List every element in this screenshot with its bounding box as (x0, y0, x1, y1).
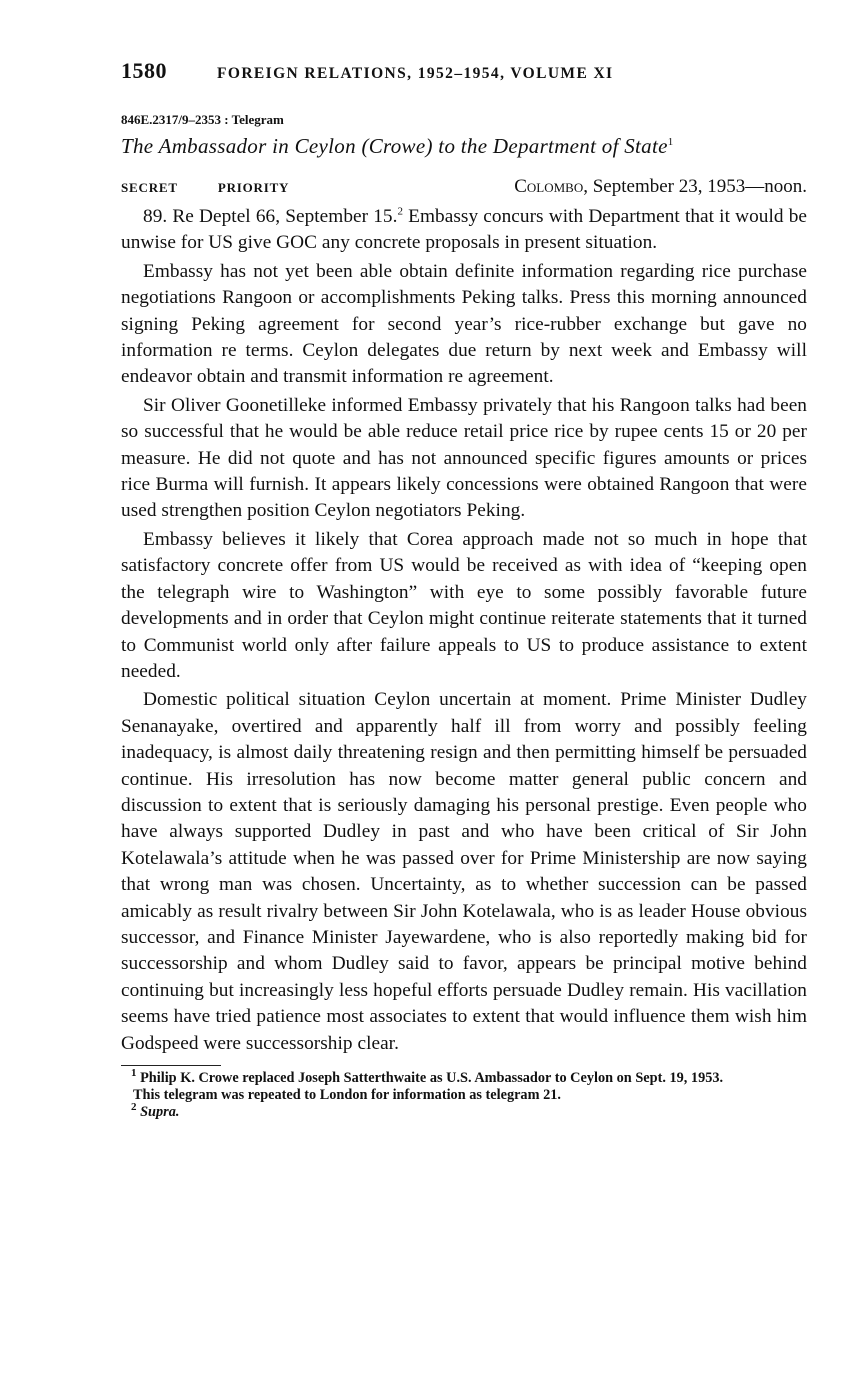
place: Colombo, (514, 176, 588, 197)
running-title: FOREIGN RELATIONS, 1952–1954, VOLUME XI (217, 65, 614, 82)
classification-label: SECRET (121, 180, 178, 195)
footnotes (121, 1065, 807, 1121)
page-number: 1580 (121, 58, 167, 83)
telegram-body (121, 204, 807, 1057)
footnote-2-mark: 2 (131, 1101, 137, 1114)
paragraph-2: Embassy has not yet been able obtain definite information regarding rice purchase negotiations Rangoon or accomplishments Peking talks. Press this morning announced signing Peking agreement for second year’s rice-rubber exchange but gave no information re terms. Ceylon delegates due return by next week and Embassy will endeavor obtain and transmit information re agreement. (121, 260, 807, 388)
document-title (121, 134, 807, 168)
footnote-1-text: Philip K. Crowe replaced Joseph Satterthwaite as U.S. Ambassador to Ceylon on Sept. 19, 1953. (136, 1070, 724, 1086)
footnote-1 (121, 1067, 807, 1087)
footnote-1-continuation: This telegram was repeated to London for information as telegram 21. (133, 1087, 561, 1103)
paragraph-3: Sir Oliver Goonetilleke informed Embassy privately that his Rangoon talks had been so successful that he would be able reduce retail price rice by rupee cents 15 or 20 per measure. He did not quote and has not announced specific figures amounts or prices rice Burma will furnish. It appears likely concessions were obtained Rangoon that were used strengthen position Ceylon negotiators Peking. (121, 394, 807, 522)
footnote-divider (121, 1065, 221, 1066)
file-reference: 846E.2317/9–2353 : Telegram (121, 112, 284, 127)
date-time: September 23, 1953—noon. (592, 176, 807, 197)
paragraph-5: Domestic political situation Ceylon uncertain at moment. Prime Minister Dudley Senanayake, overtired and apparently half ill from worry and possibly feeling inadequacy, is almost daily threatening resign and then permitting himself be persuaded continue. His irresolution has now become matter general public concern and discussion to extent that is seriously damaging his personal prestige. Even people who have always supported Dudley in past and who have been critical of Sir John Kotelawala’s attitude when he was passed over for Prime Ministership are now saying that wrong man was chosen. Uncertainty, as to whether succession can be passed amicably as result rivalry between Sir John Kotelawala, who is as leader House obvious successor, and Finance Minister Jayewardene, who is also reportedly making bid for successorship and whom Dudley said to favor, appears be principal motive behind continuing but increasingly less hopeful efforts persuade Dudley remain. His vacillation seems have tried patience most associates to extent that would influence them wish him Godspeed were successorship clear. (121, 689, 807, 1054)
paragraph-4: Embassy believes it likely that Corea approach made not so much in hope that satisfactory concrete offer from US would be received as with idea of “keeping open the telegraph wire to Washington” with eye to some possibly favorable future developments and in order that Ceylon might continue reiterate statements that it turned to Communist world only after failure appeals to US to produce assistance to extent needed. (121, 528, 807, 682)
footnote-2 (121, 1101, 807, 1121)
paragraph-1-rest: Embassy concurs with Department that it would be unwise for US give GOC any concrete proposals in present situation. (121, 206, 807, 254)
paragraph-1 (121, 204, 807, 257)
place-date (514, 176, 807, 198)
title-footnote-mark: 1 (667, 136, 674, 148)
dateline (121, 176, 807, 204)
footnote-mark-2: 2 (397, 205, 404, 218)
precedence-label: PRIORITY (217, 180, 290, 195)
footnote-2-text: Supra. (136, 1104, 180, 1120)
document-title-text: The Ambassador in Ceylon (Crowe) to the Department of State (121, 134, 668, 158)
document-page (121, 58, 807, 1121)
paragraph-1-start: 89. Re Deptel 66, September 15. (143, 206, 398, 227)
running-head (121, 58, 807, 98)
footnote-1-mark: 1 (131, 1067, 137, 1080)
